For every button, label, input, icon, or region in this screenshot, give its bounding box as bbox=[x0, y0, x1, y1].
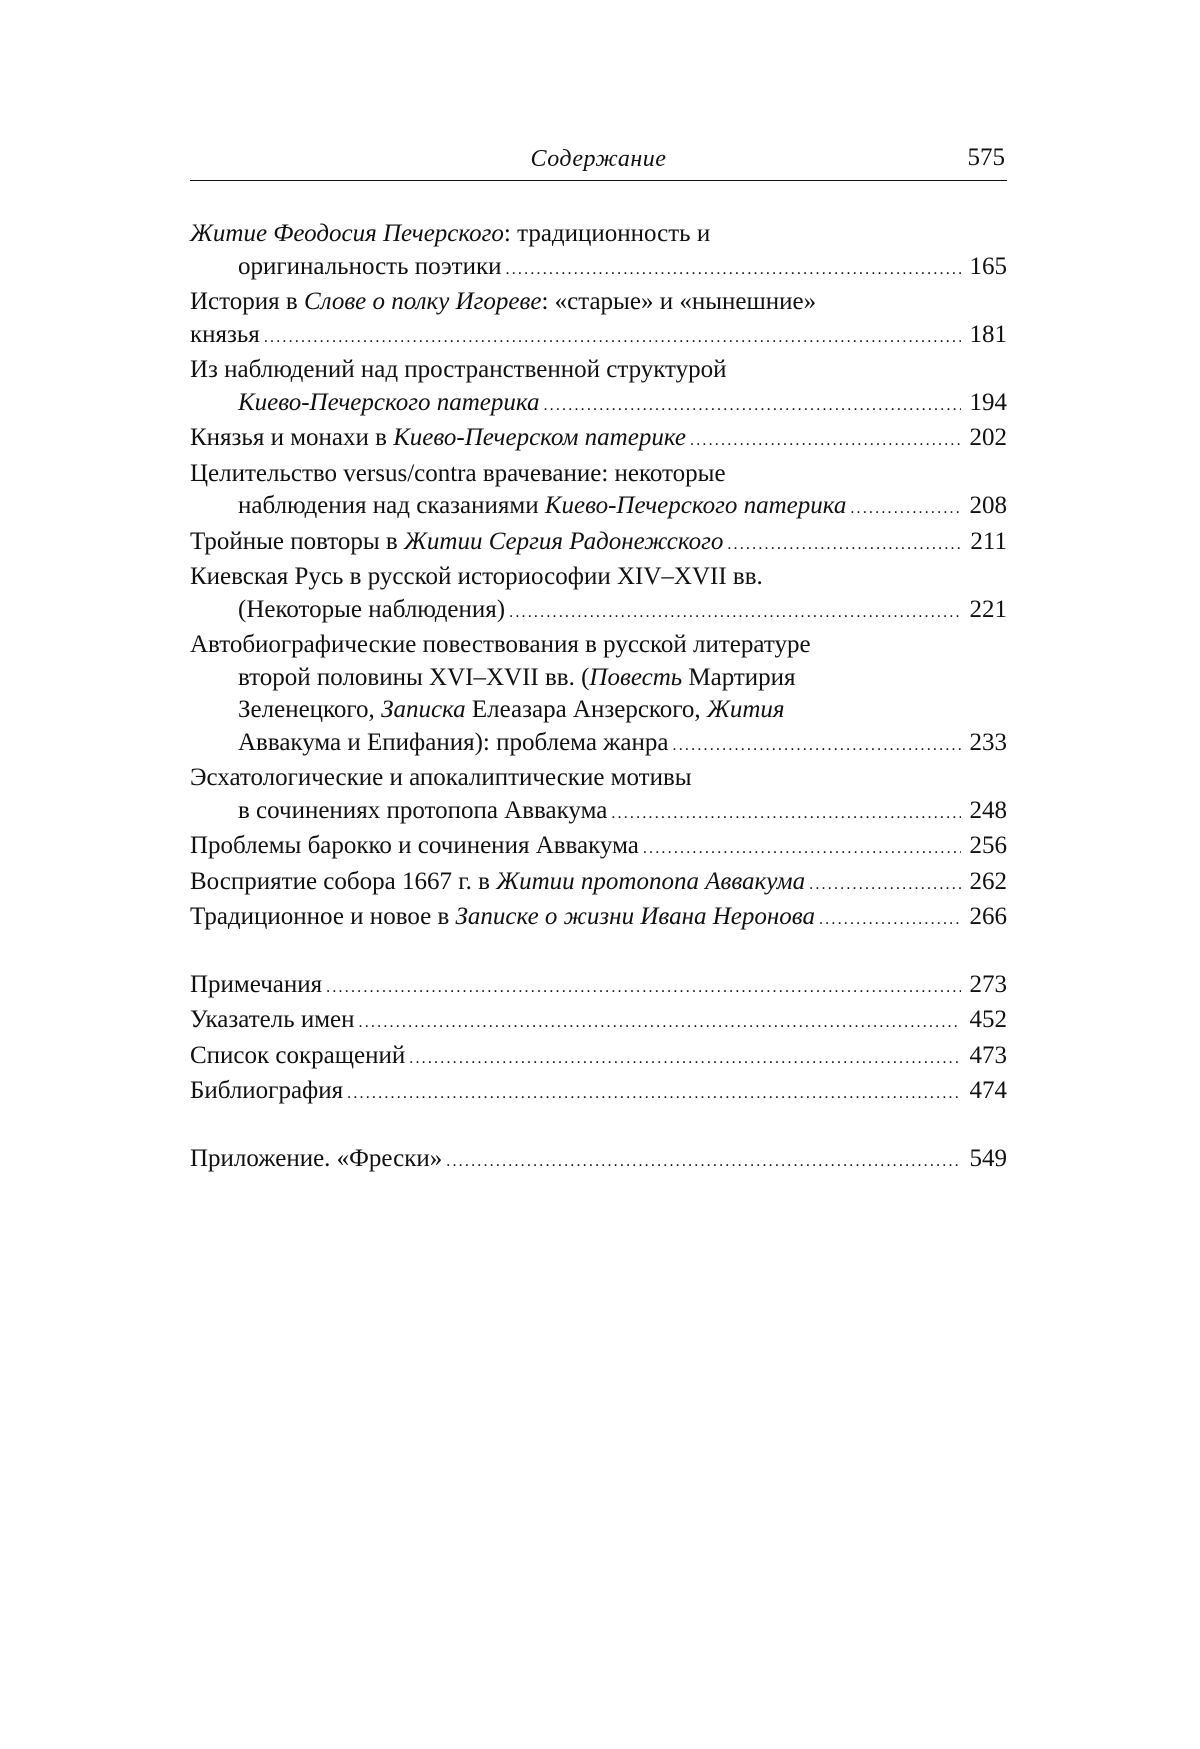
toc-page-number: 221 bbox=[967, 594, 1007, 627]
toc-entry-line bbox=[190, 727, 1007, 763]
toc-page-number: 273 bbox=[967, 969, 1007, 1002]
italic-title: Слове о полку Игореве bbox=[304, 288, 542, 315]
title-text: Указатель имен bbox=[190, 1006, 355, 1033]
toc-entry-title bbox=[238, 795, 607, 828]
toc-entry-line bbox=[190, 1040, 1007, 1076]
toc-entry-line bbox=[190, 594, 1007, 630]
toc-entry-line bbox=[190, 969, 1007, 1005]
title-text: История в bbox=[190, 288, 304, 315]
title-text: оригинальность поэтики bbox=[238, 253, 502, 280]
italic-title: Житии протопопа Аввакума bbox=[496, 868, 805, 895]
toc-entry-line bbox=[190, 662, 1007, 695]
title-text: Аввакума и Епифания): проблема жанра bbox=[238, 729, 669, 756]
toc-entry[interactable] bbox=[190, 830, 1007, 866]
toc-entry[interactable] bbox=[190, 901, 1007, 937]
toc-entry-title bbox=[190, 354, 727, 387]
toc-page-number: 452 bbox=[967, 1004, 1007, 1037]
dot-leader bbox=[673, 730, 961, 763]
toc-entry[interactable] bbox=[190, 286, 1007, 354]
title-text: Приложение. «Фрески» bbox=[190, 1145, 442, 1172]
italic-title: Жития bbox=[707, 696, 785, 723]
toc-entry-title bbox=[190, 1040, 405, 1073]
toc-page-number: 549 bbox=[967, 1143, 1007, 1176]
toc-entry-title bbox=[238, 251, 502, 284]
toc-entry-line bbox=[190, 561, 1007, 594]
toc-entry[interactable] bbox=[190, 354, 1007, 422]
italic-title: Киево-Печерском патерике bbox=[393, 424, 686, 451]
toc-entry-line bbox=[190, 526, 1007, 562]
toc-entry-title bbox=[238, 594, 505, 627]
title-text: (Некоторые наблюдения) bbox=[238, 596, 505, 623]
toc-entry-line bbox=[190, 251, 1007, 287]
dot-leader bbox=[690, 425, 961, 458]
italic-title: Житие Феодосия Печерского bbox=[190, 220, 504, 247]
toc-entry-title bbox=[190, 1143, 442, 1176]
title-text: Целительство versus/contra врачевание: некоторые bbox=[190, 460, 726, 487]
toc-entry-line bbox=[190, 218, 1007, 251]
title-text: Эсхатологические и апокалиптические мотивы bbox=[190, 764, 692, 791]
title-text: Киевская Русь в русской историософии XIV–XVII вв. bbox=[190, 563, 763, 590]
title-text: Автобиографические повествования в русской литературе bbox=[190, 631, 811, 658]
toc-page-number: 202 bbox=[967, 422, 1007, 455]
title-text: Примечания bbox=[190, 971, 322, 998]
dot-leader bbox=[264, 322, 961, 355]
group-separator bbox=[190, 937, 1007, 969]
toc-entry[interactable] bbox=[190, 1004, 1007, 1040]
toc-entry[interactable] bbox=[190, 866, 1007, 902]
italic-title: Киево-Печерского патерика bbox=[238, 389, 539, 416]
italic-title: Киево-Печерского патерика bbox=[545, 492, 846, 519]
toc-page-number: 165 bbox=[967, 251, 1007, 284]
toc-entry-title bbox=[190, 969, 322, 1002]
title-text: Мартирия bbox=[682, 664, 795, 691]
toc-entry-title bbox=[190, 561, 763, 594]
toc-entry-title bbox=[238, 662, 796, 695]
table-of-contents bbox=[190, 218, 1007, 1178]
toc-entry-title bbox=[238, 387, 539, 420]
toc-entry-title bbox=[190, 218, 710, 251]
toc-entry[interactable] bbox=[190, 458, 1007, 526]
title-text: Зеленецкого, bbox=[238, 696, 381, 723]
title-text: : «старые» и «нынешние» bbox=[541, 288, 816, 315]
title-text: Тройные повторы в bbox=[190, 528, 404, 555]
italic-title: Житии Сергия Радонежского bbox=[404, 528, 723, 555]
dot-leader bbox=[509, 597, 961, 630]
dot-leader bbox=[446, 1146, 961, 1179]
title-text: Проблемы барокко и сочинения Аввакума bbox=[190, 832, 639, 859]
toc-entry-title bbox=[238, 694, 785, 727]
toc-page-number: 266 bbox=[967, 901, 1007, 934]
toc-entry-line bbox=[190, 286, 1007, 319]
toc-entry-line bbox=[190, 354, 1007, 387]
dot-leader bbox=[643, 833, 961, 866]
title-text: Из наблюдений над пространственной структурой bbox=[190, 356, 727, 383]
italic-title: Повесть bbox=[589, 664, 682, 691]
toc-entry-title bbox=[190, 458, 726, 491]
title-text: в сочинениях протопопа Аввакума bbox=[238, 797, 607, 824]
title-text: наблюдения над сказаниями bbox=[238, 492, 545, 519]
toc-entry-title bbox=[190, 319, 260, 352]
toc-page-number: 473 bbox=[967, 1040, 1007, 1073]
dot-leader bbox=[727, 529, 961, 562]
toc-entry-title bbox=[190, 629, 811, 662]
toc-page-number: 181 bbox=[967, 319, 1007, 352]
toc-entry-line bbox=[190, 319, 1007, 355]
toc-entry-line bbox=[190, 901, 1007, 937]
dot-leader bbox=[809, 869, 961, 902]
toc-entry[interactable] bbox=[190, 969, 1007, 1005]
toc-entry-line bbox=[190, 795, 1007, 831]
toc-entry-title bbox=[190, 1075, 343, 1108]
toc-entry-title bbox=[190, 830, 639, 863]
toc-entry[interactable] bbox=[190, 1143, 1007, 1179]
toc-entry[interactable] bbox=[190, 629, 1007, 762]
dot-leader bbox=[543, 390, 961, 423]
toc-entry-line bbox=[190, 458, 1007, 491]
title-text: Библиография bbox=[190, 1077, 343, 1104]
group-separator bbox=[190, 1111, 1007, 1143]
dot-leader bbox=[347, 1078, 961, 1111]
dot-leader bbox=[506, 254, 961, 287]
toc-entry-line bbox=[190, 629, 1007, 662]
dot-leader bbox=[850, 493, 961, 526]
toc-entry-title bbox=[190, 1004, 355, 1037]
italic-title: Записке о жизни Ивана Неронова bbox=[456, 903, 815, 930]
toc-page-number: 194 bbox=[967, 387, 1007, 420]
title-text: : традиционность и bbox=[504, 220, 710, 247]
toc-entry-line bbox=[190, 866, 1007, 902]
toc-entry-line bbox=[190, 387, 1007, 423]
toc-entry[interactable] bbox=[190, 218, 1007, 286]
dot-leader bbox=[611, 798, 961, 831]
toc-page-number: 256 bbox=[967, 830, 1007, 863]
toc-entry-title bbox=[238, 490, 846, 523]
toc-entry-line bbox=[190, 694, 1007, 727]
italic-title: Записка bbox=[381, 696, 466, 723]
dot-leader bbox=[819, 904, 961, 937]
toc-entry[interactable] bbox=[190, 1040, 1007, 1076]
toc-entry-title bbox=[190, 866, 805, 899]
toc-entry-line bbox=[190, 422, 1007, 458]
title-text: Список сокращений bbox=[190, 1042, 405, 1069]
dot-leader bbox=[359, 1007, 961, 1040]
title-text: Традиционное и новое в bbox=[190, 903, 456, 930]
toc-page-number: 248 bbox=[967, 795, 1007, 828]
title-text: Елеазара Анзерского, bbox=[466, 696, 707, 723]
toc-entry[interactable] bbox=[190, 526, 1007, 562]
toc-entry[interactable] bbox=[190, 561, 1007, 629]
toc-page-number: 211 bbox=[967, 526, 1007, 559]
toc-entry-line bbox=[190, 1143, 1007, 1179]
toc-entry-line bbox=[190, 830, 1007, 866]
toc-entry-title bbox=[238, 727, 669, 760]
toc-entry-title bbox=[190, 526, 723, 559]
dot-leader bbox=[409, 1043, 961, 1076]
running-header bbox=[190, 144, 1007, 181]
toc-entry-title bbox=[190, 286, 816, 319]
running-title: Содержание bbox=[190, 146, 1007, 173]
toc-entry-line bbox=[190, 1075, 1007, 1111]
toc-page-number: 262 bbox=[967, 866, 1007, 899]
page-number: 575 bbox=[968, 144, 1006, 172]
title-text: второй половины XVI–XVII вв. ( bbox=[238, 664, 589, 691]
toc-entry-line bbox=[190, 490, 1007, 526]
toc-entry-line bbox=[190, 1004, 1007, 1040]
title-text: Князья и монахи в bbox=[190, 424, 393, 451]
title-text: Восприятие собора 1667 г. в bbox=[190, 868, 496, 895]
toc-page-number: 474 bbox=[967, 1075, 1007, 1108]
toc-entry-line bbox=[190, 762, 1007, 795]
toc-entry-title bbox=[190, 762, 692, 795]
title-text: князья bbox=[190, 321, 260, 348]
dot-leader bbox=[326, 972, 961, 1005]
toc-entry-title bbox=[190, 422, 686, 455]
toc-entry[interactable] bbox=[190, 1075, 1007, 1111]
toc-entry[interactable] bbox=[190, 762, 1007, 830]
toc-entry-title bbox=[190, 901, 815, 934]
toc-entry[interactable] bbox=[190, 422, 1007, 458]
toc-page-number: 208 bbox=[967, 490, 1007, 523]
toc-page-number: 233 bbox=[967, 727, 1007, 760]
